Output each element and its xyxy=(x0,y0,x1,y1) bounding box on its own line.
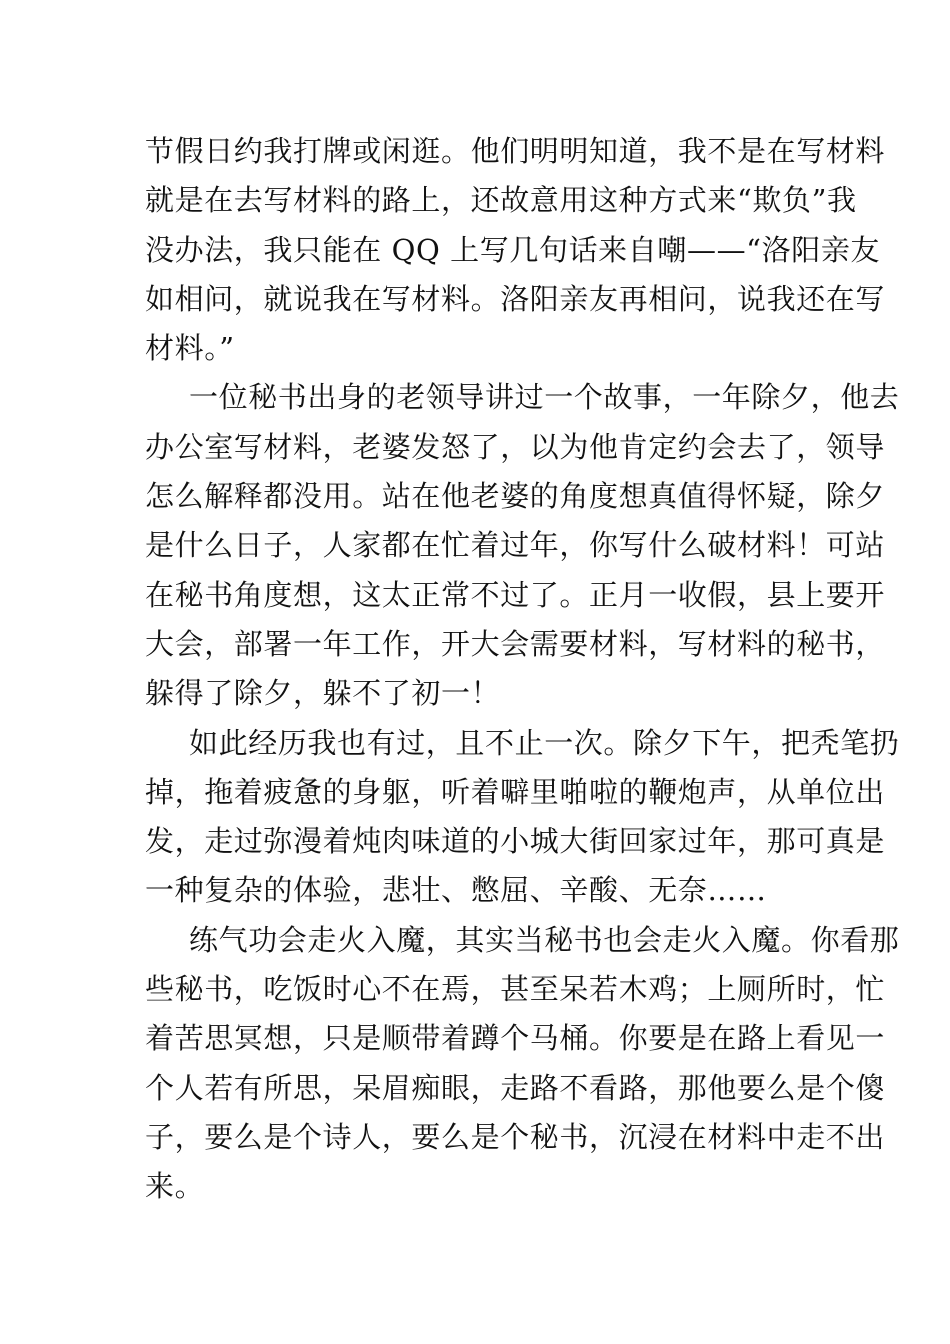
text-line: 节假日约我打牌或闲逛。他们明明知道，我不是在写材料 xyxy=(145,134,886,168)
text-line: 些秘书，吃饭时心不在焉，甚至呆若木鸡；上厕所时，忙 xyxy=(145,972,886,1007)
text-line: 如此经历我也有过，且不止一次。除夕下午，把秃笔扔 xyxy=(189,725,900,760)
paragraph-3 xyxy=(145,719,900,916)
text-line: 发，走过弥漫着炖肉味道的小城大街回家过年，那可真是 xyxy=(145,824,886,859)
text-line: 如相问，就说我在写材料。洛阳亲友再相问，说我还在写 xyxy=(145,281,886,316)
text-line: 一种复杂的体验，悲壮、憋屈、辛酸、无奈…… xyxy=(145,873,767,908)
paragraph-2 xyxy=(145,373,900,718)
paragraph-4 xyxy=(145,916,900,1212)
text-line: 练气功会走火入魔，其实当秘书也会走火入魔。你看那 xyxy=(189,922,900,957)
text-line: 在秘书角度想，这太正常不过了。正月一收假，县上要开 xyxy=(145,577,886,612)
text-line: 没办法，我只能在 QQ 上写几句话来自嘲——“洛阳亲友 xyxy=(145,232,881,267)
text-line: 着苦思冥想，只是顺带着蹲个马桶。你要是在路上看见一 xyxy=(145,1021,886,1056)
text-line: 个人若有所思，呆眉痴眼，走路不看路，那他要么是个傻 xyxy=(145,1070,886,1105)
document-body xyxy=(145,127,900,1212)
text-line: 躲得了除夕，躲不了初一！ xyxy=(145,676,501,711)
text-line: 就是在去写材料的路上，还故意用这种方式来“欺负”我 xyxy=(145,183,857,218)
paragraph-1 xyxy=(145,127,886,373)
text-line: 子，要么是个诗人，要么是个秘书，沉浸在材料中走不出 xyxy=(145,1119,886,1154)
text-line: 一位秘书出身的老领导讲过一个故事，一年除夕，他去 xyxy=(189,380,900,415)
text-line: 掉，拖着疲惫的身躯，听着噼里啪啦的鞭炮声，从单位出 xyxy=(145,774,886,809)
text-line: 怎么解释都没用。站在他老婆的角度想真值得怀疑，除夕 xyxy=(145,479,886,514)
text-line: 大会，部署一年工作，开大会需要材料，写材料的秘书， xyxy=(145,626,886,661)
text-line: 是什么日子，人家都在忙着过年，你写什么破材料！可站 xyxy=(145,528,886,563)
text-line: 材料。” xyxy=(145,331,235,366)
text-line: 来。 xyxy=(145,1169,205,1204)
text-line: 办公室写材料，老婆发怒了，以为他肯定约会去了，领导 xyxy=(145,429,886,464)
